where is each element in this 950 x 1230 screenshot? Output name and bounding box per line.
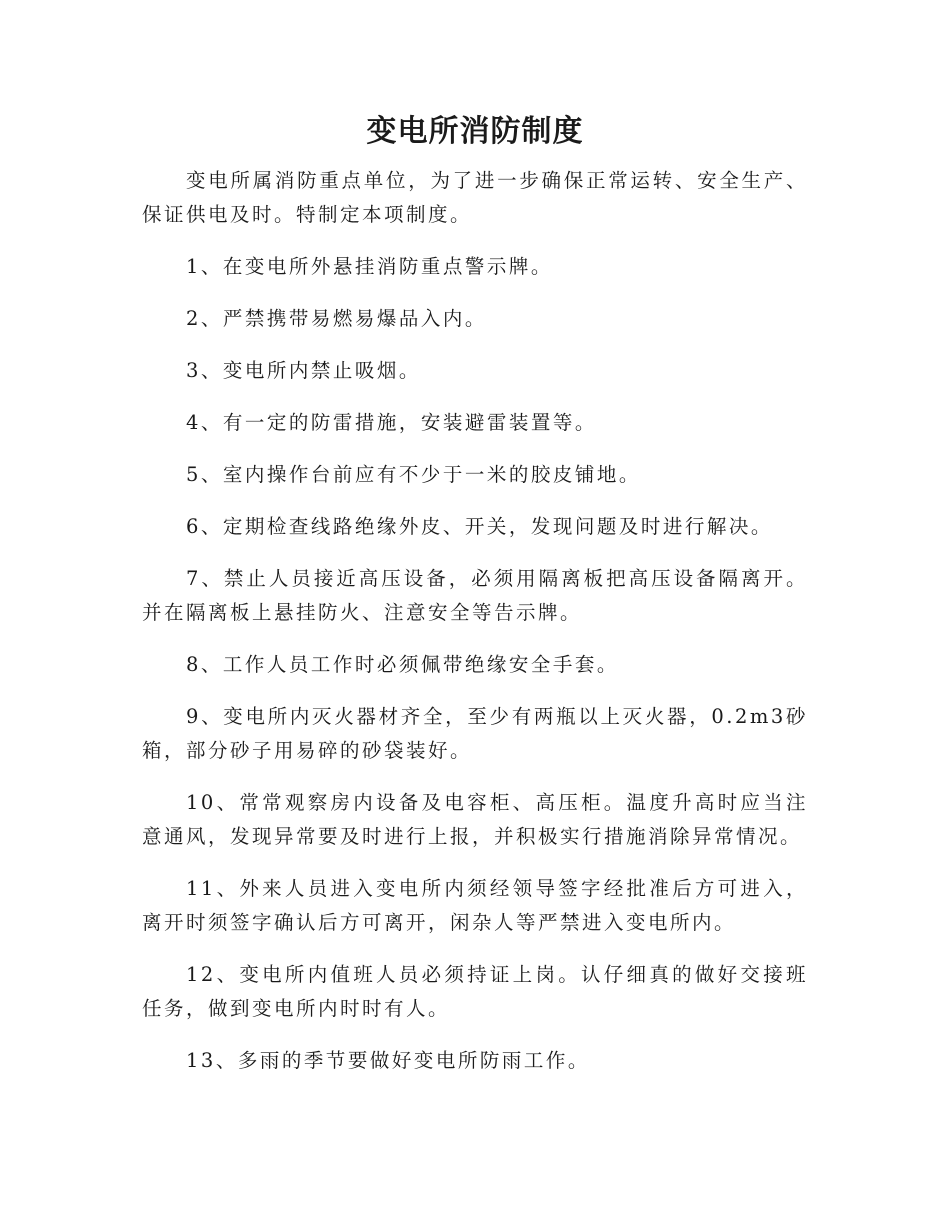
rule-9: 9、变电所内灭火器材齐全，至少有两瓶以上灭火器，0.2m3砂箱，部分砂子用易碎的砂袋装好。 <box>142 705 808 762</box>
rule-5: 5、室内操作台前应有不少于一米的胶皮铺地。 <box>186 463 641 486</box>
rule-3: 3、变电所内禁止吸烟。 <box>186 359 421 382</box>
rule-6: 6、定期检查线路绝缘外皮、开关，发现问题及时进行解决。 <box>186 515 773 538</box>
intro-paragraph: 变电所属消防重点单位，为了进一步确保正常运转、安全生产、保证供电及时。特制定本项制度。 <box>142 169 808 226</box>
rule-7: 7、禁止人员接近高压设备，必须用隔离板把高压设备隔离开。并在隔离板上悬挂防火、注意安全等告示牌。 <box>142 567 808 624</box>
rule-12: 12、变电所内值班人员必须持证上岗。认仔细真的做好交接班任务，做到变电所内时时有人。 <box>142 963 808 1020</box>
document-page <box>142 110 808 1096</box>
rule-11: 11、外来人员进入变电所内须经领导签字经批准后方可进入，离开时须签字确认后方可离开，闲杂人等严禁进入变电所内。 <box>142 877 808 934</box>
rule-13: 13、多雨的季节要做好变电所防雨工作。 <box>186 1049 590 1072</box>
rule-4: 4、有一定的防雷措施，安装避雷装置等。 <box>186 411 597 434</box>
rule-10: 10、常常观察房内设备及电容柜、高压柜。温度升高时应当注意通风，发现异常要及时进行上报，并积极实行措施消除异常情况。 <box>142 791 808 848</box>
rule-8: 8、工作人员工作时必须佩带绝缘安全手套。 <box>186 653 619 676</box>
document-title: 变电所消防制度 <box>366 114 584 149</box>
rule-2: 2、严禁携带易燃易爆品入内。 <box>186 307 487 330</box>
rule-1: 1、在变电所外悬挂消防重点警示牌。 <box>186 255 553 278</box>
